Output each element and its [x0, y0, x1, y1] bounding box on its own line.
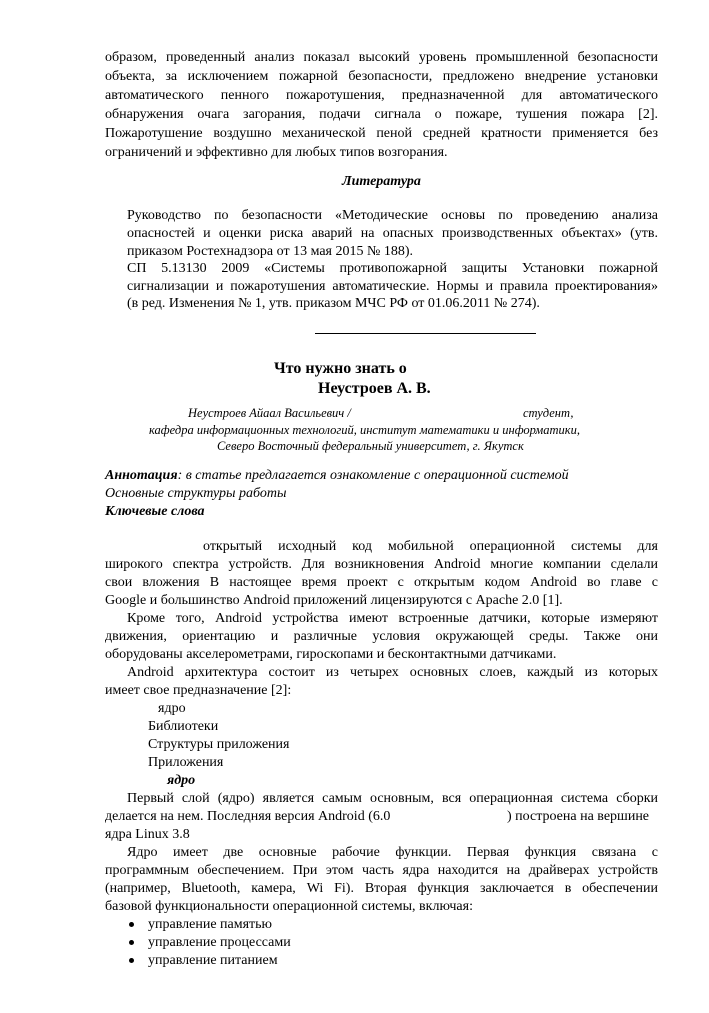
- reference-line: приказом Ростехнадзора от 13 мая 2015 № 188).: [127, 244, 414, 259]
- body-line: Первый слой (ядро) является самым основным, вся операционная система сборки: [127, 791, 658, 806]
- section-heading: ядро: [167, 773, 196, 788]
- body-line: имеет свое предназначение [2]:: [105, 683, 292, 698]
- keywords-label: Ключевые слова: [105, 504, 205, 519]
- bullet-item: управление процессами: [148, 935, 291, 950]
- body-line: широкого спектра устройств. Для возникновения Android многие компании сделали: [105, 557, 658, 572]
- reference-line: СП 5.13130 2009 «Системы противопожарной защиты Установки пожарной: [127, 261, 658, 276]
- body-line: открытый исходный код мобильной операционной системы для: [203, 539, 658, 554]
- author-university: Северо Восточный федеральный университет, г. Якутск: [217, 439, 524, 453]
- bullet-dot-icon: [129, 940, 134, 945]
- annotation-text: : в статье предлагается ознакомление с операционной системой: [177, 468, 569, 483]
- layer-item: ядро: [158, 701, 186, 716]
- author-role: студент,: [523, 406, 574, 420]
- layer-item: Структуры приложения: [148, 737, 290, 752]
- body-line: свои вложения В настоящее время проект с открытым кодом Android во главе с: [105, 575, 658, 590]
- intro-line: образом, проведенный анализ показал высокий уровень промышленной безопасности: [105, 50, 658, 65]
- references-heading: Литература: [342, 174, 421, 189]
- author-name: Неустроев Айаал Васильевич /: [188, 406, 351, 420]
- reference-line: сигнализации и пожаротушения автоматические. Нормы и правила проектирования»: [127, 279, 658, 294]
- article-author-heading: Неустроев А. В.: [318, 380, 431, 397]
- article-title: Что нужно знать о: [274, 360, 407, 377]
- body-line: программным обеспечением. При этом часть ядра находится на драйверах устройств: [105, 863, 658, 878]
- annotation: [105, 467, 569, 485]
- body-line: движения, ориентацию и различные условия окружающей среды. Также они: [105, 629, 658, 644]
- separator-rule: [315, 333, 536, 334]
- annotation-label: Аннотация: [105, 468, 178, 483]
- body-line: Ядро имеет две основные рабочие функции. Первая функция связана с: [127, 845, 658, 860]
- intro-line: Пожаротушение воздушно механической пеной средней кратности применяется без: [105, 126, 658, 141]
- bullet-dot-icon: [129, 922, 134, 927]
- intro-line: ограничений и эффективно для любых типов возгорания.: [105, 145, 448, 160]
- intro-line: автоматического пенного пожаротушения, предназначенной для автоматического: [105, 88, 658, 103]
- body-line: делается на нем. Последняя версия Android (6.0: [105, 809, 391, 824]
- author-department: кафедра информационных технологий, институт математики и информатики,: [149, 423, 581, 437]
- body-line: Кроме того, Android устройства имеют встроенные датчики, которые измеряют: [127, 611, 658, 626]
- body-line: Android архитектура состоит из четырех основных слоев, каждый из которых: [127, 665, 658, 680]
- intro-line: обнаружения очага загорания, подачи сигнала о пожаре, тушения пожара [2].: [105, 107, 658, 122]
- bullet-item: управление памятью: [148, 917, 272, 932]
- reference-line: Руководство по безопасности «Методические основы по проведению анализа: [127, 208, 658, 223]
- bullet-item: управление питанием: [148, 953, 278, 968]
- reference-line: опасностей и оценки риска аварий на опасных производственных объектах» (утв.: [127, 226, 658, 241]
- annotation-line: Основные структуры работы: [105, 486, 287, 501]
- reference-line: (в ред. Изменения № 1, утв. приказом МЧС РФ от 01.06.2011 № 274).: [127, 296, 540, 311]
- body-line: Google и большинство Android приложений лицензируются с Apache 2.0 [1].: [105, 593, 563, 608]
- body-line: (например, Bluetooth, камера, Wi Fi). Вторая функция заключается в обеспечении: [105, 881, 658, 896]
- body-line: базовой функциональности операционной системы, включая:: [105, 899, 473, 914]
- layer-item: Библиотеки: [148, 719, 219, 734]
- layer-item: Приложения: [148, 755, 224, 770]
- bullet-dot-icon: [129, 958, 134, 963]
- body-line: ядра Linux 3.8: [105, 827, 190, 842]
- body-line: ) построена на вершине: [507, 809, 650, 824]
- body-line: оборудованы акселерометрами, гироскопами и бесконтактными датчиками.: [105, 647, 557, 662]
- intro-line: объекта, за исключением пожарной безопасности, предложено внедрение установки: [105, 69, 658, 84]
